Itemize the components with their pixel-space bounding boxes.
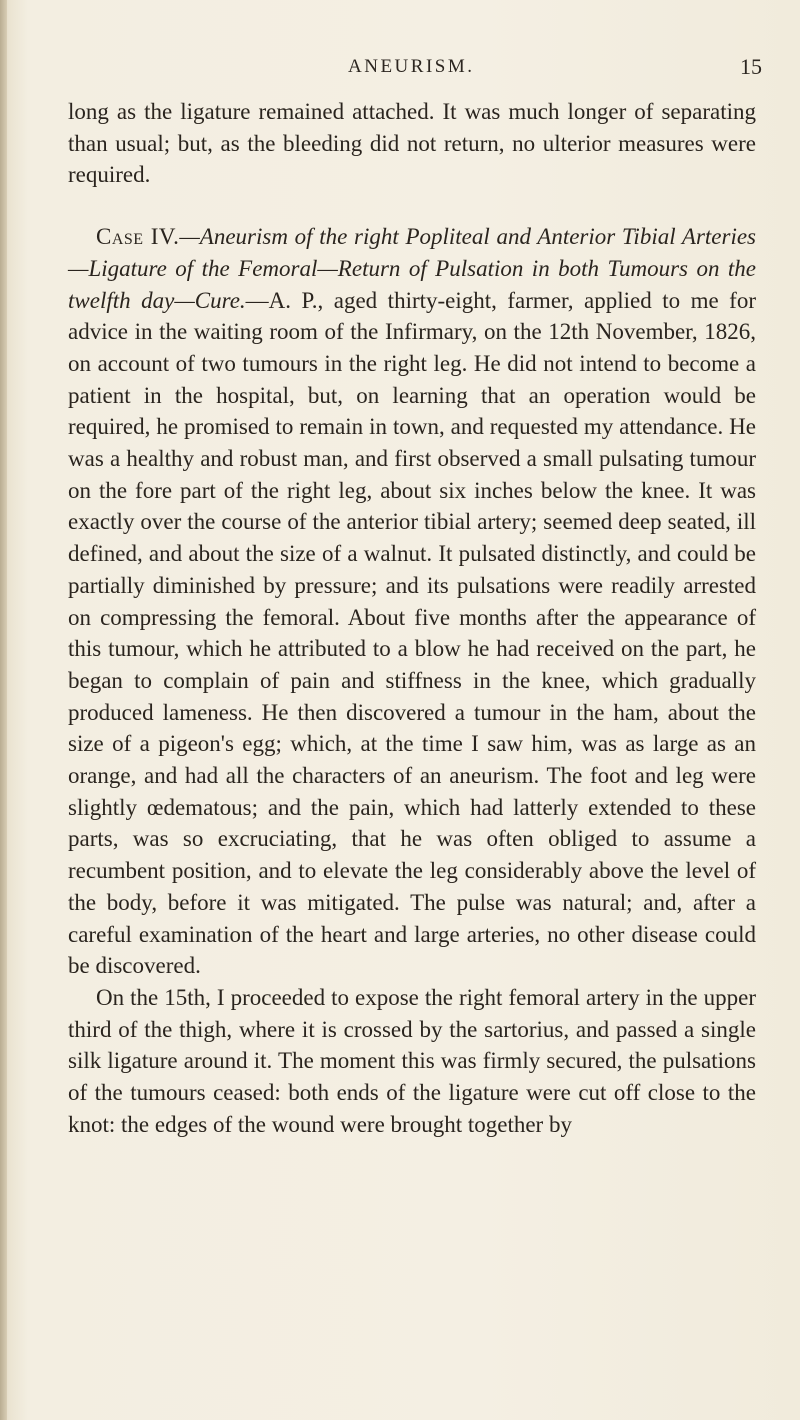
body-text [68,96,756,1141]
case-label: Case IV. [96,224,180,250]
paragraph-continuation: long as the ligature remained attached. It was much longer of separating than usual; but, as the bleeding did not return, no ulterior measures were required. [68,99,756,188]
page-gutter-edge [0,0,7,1420]
case-title: —Aneurism of the right Popliteal and Anterior Tibial Arteries—Ligature of the Femoral—Return of Pulsation in both Tumours on the twelfth day—Cure. [68,224,756,313]
case-paragraph [68,221,756,982]
case-body: —A. P., aged thirty-eight, farmer, applied to me for advice in the waiting room of the Infirmary, on the 12th November, 1826, on account of two tumours in the right leg. He did not intend to become a patient in the hospital, but, on learning that an operation would be required, he promised to remain in town, and requested my attendance. He was a healthy and robust man, and first observed a small pulsating tumour on the fore part of the right leg, about six inches below the knee. It was exactly over the course of the anterior tibial artery; seemed deep seated, ill defined, and about the size of a walnut. It pulsated distinctly, and could be partially diminished by pressure; and its pulsations were readily arrested on compressing the femoral. About five months after the appearance of this tumour, which he attributed to a blow he had received on the part, he began to complain of pain and stiffness in the knee, which gradually produced lameness. He then discovered a tumour in the ham, about the size of a pigeon's egg; which, at the time I saw him, was as large as an orange, and had all the characters of an aneurism. The foot and leg were slightly œdematous; and the pain, which had latterly extended to these parts, was so excruciating, that he was often obliged to assume a recumbent position, and to elevate the leg considerably above the level of the body, before it was mitigated. The pulse was natural; and, after a careful examination of the heart and large arteries, no other disease could be discovered. [68,287,756,979]
operation-paragraph: On the 15th, I proceeded to expose the right femoral artery in the upper third of the thigh, where it is crossed by the sartorius, and passed a single silk ligature around it. The moment this was firmly secured, the pulsations of the tumours ceased: both ends of the ligature were cut off close to the knot: the edges of the wound were brought together by [68,984,756,1137]
page-number: 15 [740,54,762,79]
running-head: ANEURISM. [348,56,475,77]
paragraph-gap [68,191,756,221]
page-header [0,56,800,84]
